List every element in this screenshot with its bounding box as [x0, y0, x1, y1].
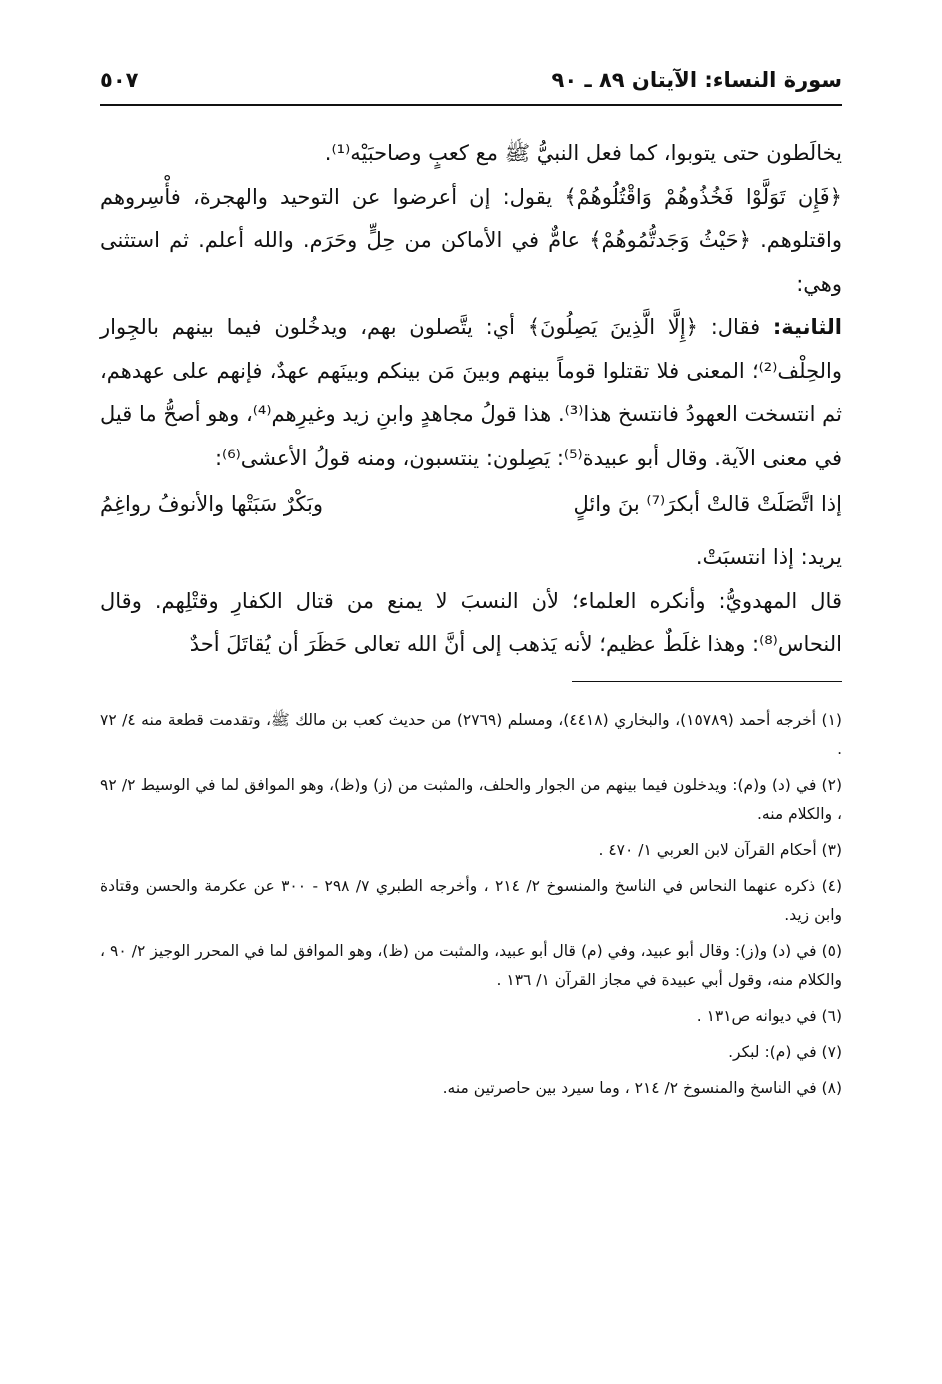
footnote-4: (٤) ذكره عنهما النحاس في الناسخ والمنسوخ ٢/ ٢١٤ ، وأخرجه الطبري ٧/ ٢٩٨ - ٣٠٠ عن عكرمة والحسن وقتادة وابن زيد.	[100, 876, 843, 924]
paragraph-3	[100, 306, 842, 480]
footnote-6: (٦) في ديوانه ص١٣١ .	[696, 1006, 842, 1025]
footnote-separator	[572, 681, 842, 682]
paragraph-2: ﴿فَإِن تَوَلَّوْا فَخُذُوهُمْ وَاقْتُلُوهُمْ﴾ يقول: إن أعرضوا عن التوحيد والهجرة، فأْسِروهم واقتلوهم. ﴿حَيْثُ وَجَدتُّمُوهُمْ﴾ عامٌّ في الأماكن من حِلٍّ وحَرَم. والله أعلم. ثم استثنى وهي:	[100, 184, 842, 296]
paragraph-4: يريد: إذا انتسبَتْ.	[695, 545, 842, 569]
footnote-3: (٣) أحكام القرآن لابن العربي ١/ ٤٧٠ .	[598, 840, 842, 859]
footnote-5: (٥) في (د) و(ز): وقال أبو عبيد، وفي (م) قال أبو عبيد، والمثبت من (ظ)، وهو الموافق لما في المحرر الوجيز ٢/ ٩٠ ، والكلام منه، وقول أبي عبيدة في مجاز القرآن ١/ ١٣٦ .	[100, 941, 843, 989]
page-header	[100, 60, 842, 106]
section-lead: الثانية:	[772, 315, 842, 339]
paragraph-3-text: فقال: ﴿إِلَّا الَّذِينَ يَصِلُونَ﴾ أي: يتَّصلون بهم، ويدخُلون فيما بينهم بالجِوار والحِلْف⁽²⁾؛ المعنى فلا تقتلوا قوماً بينهم وبينَ مَن بينكم وبينَهم عهدٌ، فإنهم على عهدهم، ثم انتسخت العهودُ فانتسخ هذا⁽³⁾. هذا قولُ مجاهدٍ وابنِ زيد وغيرِهم⁽⁴⁾، وهو أصحُّ ما قيل في معنى الآية. وقال أبو عبيدة⁽⁵⁾: يَصِلون: ينتسبون، ومنه قولُ الأعشى⁽⁶⁾:	[100, 315, 842, 470]
main-text	[100, 132, 842, 667]
footnote-7: (٧) في (م): لبكر.	[728, 1042, 842, 1061]
verse-second-hemistich: وبَكْرٌ سَبَتْها والأنوفُ رواغِمُ	[100, 492, 324, 516]
footnote-2: (٢) في (د) و(م): ويدخلون فيما بينهم من الجوار والحلف، والمثبت من (ز) و(ظ)، وهو الموافق لما في الوسيط ٢/ ٩٢ ، والكلام منه.	[100, 775, 842, 823]
book-page	[100, 60, 842, 1360]
page-number: ٥٠٧	[100, 68, 139, 92]
verse-first-hemistich: إذا اتَّصَلَتْ قالتْ أبكرَ⁽⁷⁾ بنَ وائلٍ	[573, 492, 842, 516]
paragraph-5: قال المهدويُّ: وأنكره العلماء؛ لأن النسبَ لا يمنع من قتال الكفارِ وقتْلِهم. وقال النحاس⁽⁸⁾: وهذا غلَطٌ عظيم؛ لأنه يَذهب إلى أنَّ الله تعالى حَظَرَ أن يُقاتَلَ أحدٌ	[100, 588, 842, 656]
poem-verse	[100, 480, 842, 536]
paragraph-1: يخالَطون حتى يتوبوا، كما فعل النبيُّ ﷺ مع كعبٍ وصاحبَيْه⁽¹⁾.	[324, 141, 842, 165]
footnotes	[100, 706, 842, 1103]
running-title: سورة النساء: الآيتان ٨٩ ـ ٩٠	[551, 68, 842, 92]
footnote-1: (١) أخرجه أحمد (١٥٧٨٩)، والبخاري (٤٤١٨)، ومسلم (٢٧٦٩) من حديث كعب بن مالك ﷺ، وتقدمت قطعة منه ٤/ ٧٢ .	[100, 710, 842, 758]
footnote-8: (٨) في الناسخ والمنسوخ ٢/ ٢١٤ ، وما سيرد بين حاصرتين منه.	[442, 1078, 842, 1097]
